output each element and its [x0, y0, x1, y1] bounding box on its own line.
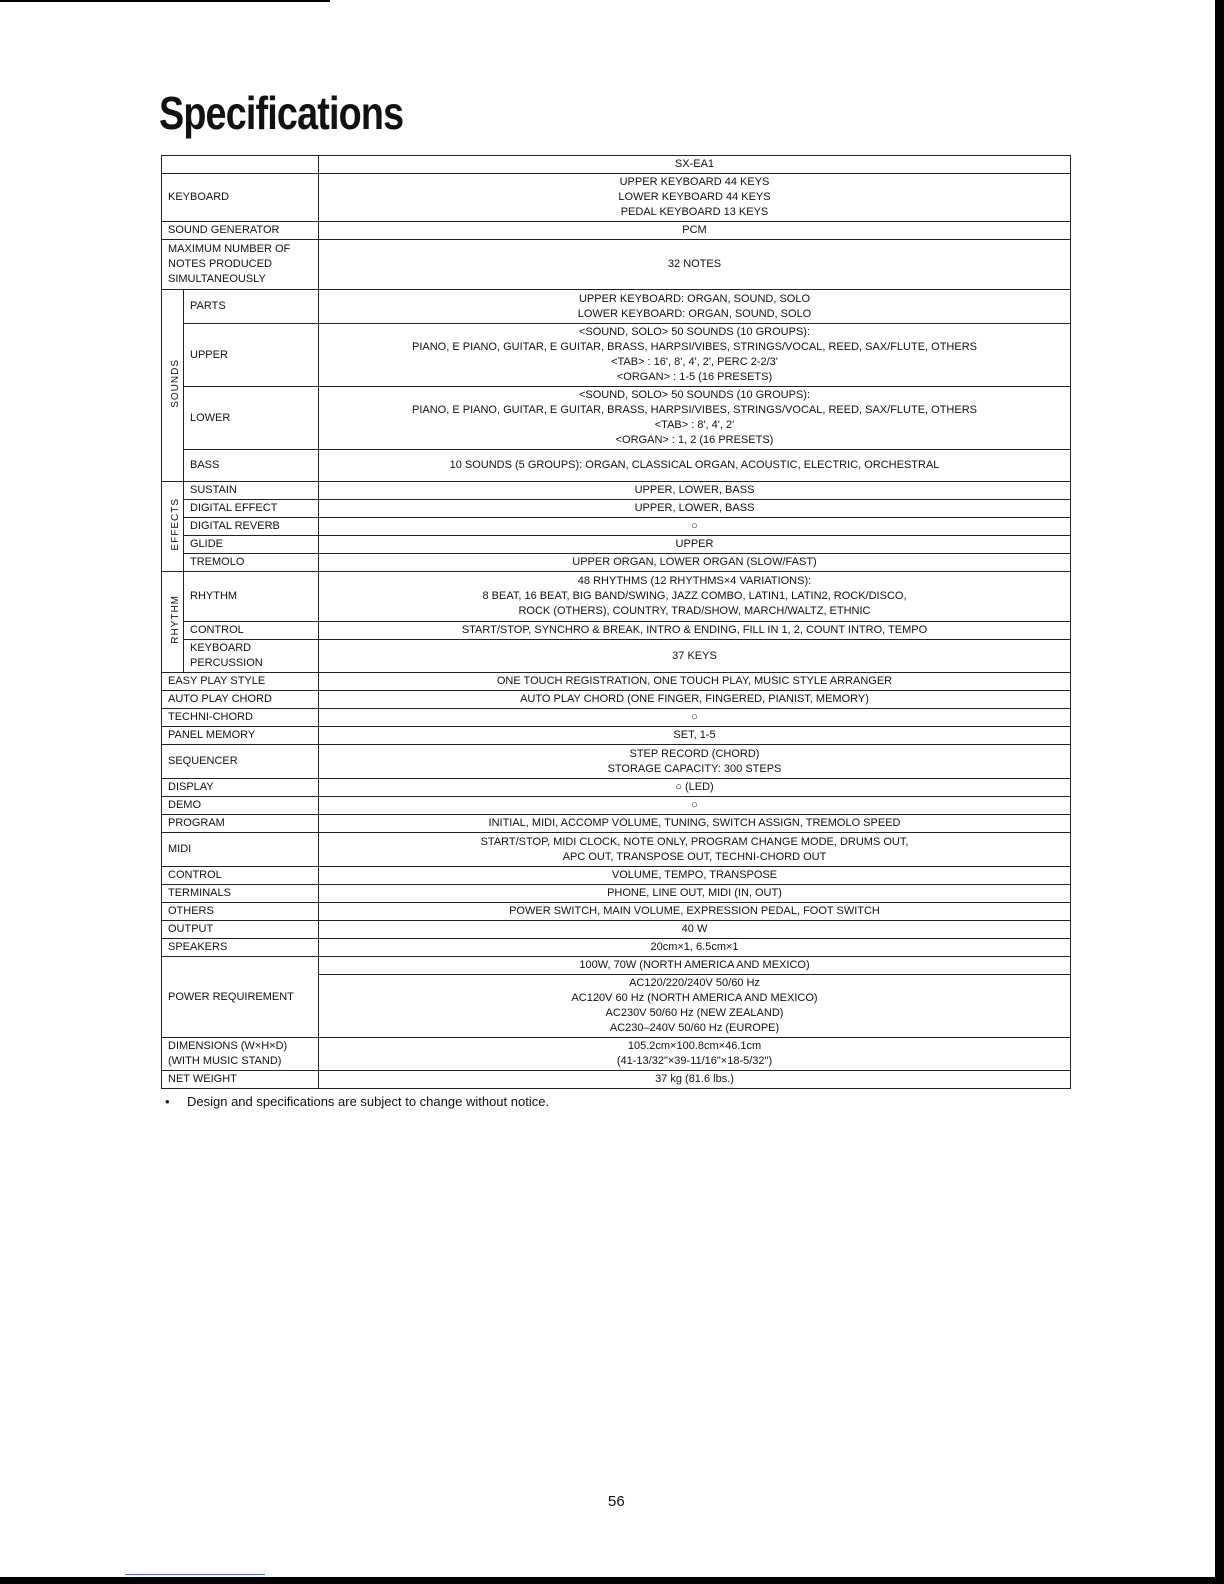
value-line: AC230–240V 50/60 Hz (EUROPE): [609, 1022, 780, 1034]
table-row: [162, 222, 1071, 240]
row-value: [319, 290, 1071, 324]
row-label: SPEAKERS: [162, 939, 319, 957]
page-title: Specifications: [159, 87, 404, 139]
table-row: [162, 939, 1071, 957]
row-label: KEYBOARD PERCUSSION: [184, 640, 319, 673]
row-value: ○: [319, 518, 1071, 536]
table-row: [162, 640, 1071, 673]
section-label-sounds: SOUNDS: [162, 290, 184, 482]
row-label: DIMENSIONS (W×H×D) (WITH MUSIC STAND): [162, 1038, 319, 1071]
table-row: [162, 921, 1071, 939]
row-label: GLIDE: [184, 536, 319, 554]
row-label: OUTPUT: [162, 921, 319, 939]
row-label: KEYBOARD: [162, 174, 319, 222]
value-line: <SOUND, SOLO> 50 SOUNDS (10 GROUPS):: [578, 326, 811, 338]
table-row: [162, 833, 1071, 867]
row-label: MIDI: [162, 833, 319, 867]
row-value: ○: [319, 797, 1071, 815]
table-row: [162, 174, 1071, 222]
table-row: [162, 500, 1071, 518]
row-value: 32 NOTES: [319, 240, 1071, 290]
table-row: [162, 572, 1071, 622]
row-label: CONTROL: [162, 867, 319, 885]
row-value: 100W, 70W (NORTH AMERICA AND MEXICO): [319, 957, 1071, 975]
footnote: [165, 1094, 549, 1109]
row-label: OTHERS: [162, 903, 319, 921]
row-value: 37 kg (81.6 lbs.): [319, 1071, 1071, 1089]
row-value: [319, 1038, 1071, 1071]
value-line: STEP RECORD (CHORD): [629, 747, 760, 760]
row-label: DISPLAY: [162, 779, 319, 797]
value-line: UPPER KEYBOARD: ORGAN, SOUND, SOLO: [578, 292, 811, 305]
row-value: START/STOP, SYNCHRO & BREAK, INTRO & ENDING, FILL IN 1, 2, COUNT INTRO, TEMPO: [319, 622, 1071, 640]
row-value: ○: [319, 709, 1071, 727]
row-value: [319, 387, 1071, 450]
table-row: [162, 482, 1071, 500]
row-value: 20cm×1, 6.5cm×1: [319, 939, 1071, 957]
row-label: DIGITAL REVERB: [184, 518, 319, 536]
row-value: [319, 324, 1071, 387]
row-label: SOUND GENERATOR: [162, 222, 319, 240]
table-row: [162, 290, 1071, 324]
table-row: [162, 324, 1071, 387]
row-value: UPPER, LOWER, BASS: [319, 482, 1071, 500]
row-value: UPPER, LOWER, BASS: [319, 500, 1071, 518]
row-value: [319, 975, 1071, 1038]
table-row: [162, 1038, 1071, 1071]
table-row: [162, 903, 1071, 921]
value-line: AC120V 60 Hz (NORTH AMERICA AND MEXICO): [571, 992, 818, 1004]
row-label: PROGRAM: [162, 815, 319, 833]
table-row: [162, 536, 1071, 554]
row-label: SUSTAIN: [184, 482, 319, 500]
value-line: 48 RHYTHMS (12 RHYTHMS×4 VARIATIONS):: [577, 575, 812, 587]
bottom-scan-mark: [125, 1574, 265, 1575]
row-value: [319, 572, 1071, 622]
table-row: [162, 867, 1071, 885]
value-line: <ORGAN> : 1-5 (16 PRESETS): [616, 371, 773, 383]
table-row: [162, 1071, 1071, 1089]
row-value: SET, 1-5: [319, 727, 1071, 745]
value-line: <TAB> : 8', 4', 2': [654, 419, 735, 431]
table-row: [162, 673, 1071, 691]
row-label: CONTROL: [184, 622, 319, 640]
row-label: NET WEIGHT: [162, 1071, 319, 1089]
row-label: UPPER: [184, 324, 319, 387]
row-value: VOLUME, TEMPO, TRANSPOSE: [319, 867, 1071, 885]
value-line: <TAB> : 16', 8', 4', 2', PERC 2-2/3': [611, 356, 778, 368]
row-value: [319, 833, 1071, 867]
specifications-table: [161, 155, 1071, 1089]
row-value: UPPER: [319, 536, 1071, 554]
value-line: PIANO, E PIANO, GUITAR, E GUITAR, BRASS, HARPSI/VIBES, STRINGS/VOCAL, REED, SAX/FLUTE, OTHERS: [412, 341, 977, 353]
table-row: [162, 387, 1071, 450]
row-value: PHONE, LINE OUT, MIDI (IN, OUT): [319, 885, 1071, 903]
value-line: PEDAL KEYBOARD 13 KEYS: [620, 206, 769, 218]
row-value: [319, 745, 1071, 779]
row-label: PARTS: [184, 290, 319, 324]
footnote-text: Design and specifications are subject to change without notice.: [187, 1094, 550, 1109]
row-value: ONE TOUCH REGISTRATION, ONE TOUCH PLAY, MUSIC STYLE ARRANGER: [319, 673, 1071, 691]
value-line: UPPER KEYBOARD 44 KEYS: [619, 176, 770, 188]
row-label: POWER REQUIREMENT: [162, 957, 319, 1038]
row-value: POWER SWITCH, MAIN VOLUME, EXPRESSION PEDAL, FOOT SWITCH: [319, 903, 1071, 921]
value-line: 105.2cm×100.8cm×46.1cm: [627, 1040, 762, 1052]
table-row: [162, 779, 1071, 797]
value-line: START/STOP, MIDI CLOCK, NOTE ONLY, PROGRAM CHANGE MODE, DRUMS OUT,: [480, 835, 909, 848]
row-label: TECHNI-CHORD: [162, 709, 319, 727]
value-line: (41-13/32"×39-11/16"×18-5/32"): [616, 1055, 773, 1067]
value-line: STORAGE CAPACITY: 300 STEPS: [607, 762, 782, 775]
table-row: [162, 957, 1071, 975]
model-name: SX-EA1: [319, 156, 1071, 174]
row-value: UPPER ORGAN, LOWER ORGAN (SLOW/FAST): [319, 554, 1071, 572]
table-row: [162, 554, 1071, 572]
table-header-row: [162, 156, 1071, 174]
row-value: [319, 174, 1071, 222]
table-row: [162, 518, 1071, 536]
row-value: PCM: [319, 222, 1071, 240]
table-row: [162, 691, 1071, 709]
value-line: PIANO, E PIANO, GUITAR, E GUITAR, BRASS, HARPSI/VIBES, STRINGS/VOCAL, REED, SAX/FLUTE, OTHERS: [412, 404, 977, 416]
row-label: DEMO: [162, 797, 319, 815]
table-row: [162, 450, 1071, 482]
bullet-icon: •: [165, 1094, 170, 1109]
table-row: [162, 745, 1071, 779]
row-label: RHYTHM: [184, 572, 319, 622]
value-line: 8 BEAT, 16 BEAT, BIG BAND/SWING, JAZZ COMBO, LATIN1, LATIN2, ROCK/DISCO,: [482, 590, 907, 602]
bottom-scan-border: [0, 1577, 1224, 1584]
table-row: [162, 797, 1071, 815]
row-label: AUTO PLAY CHORD: [162, 691, 319, 709]
value-line: APC OUT, TRANSPOSE OUT, TECHNI-CHORD OUT: [562, 850, 827, 863]
right-scan-border: [1215, 0, 1224, 1584]
page-number: 56: [608, 1493, 625, 1510]
value-line: LOWER KEYBOARD: ORGAN, SOUND, SOLO: [577, 307, 812, 320]
top-scan-mark: [0, 0, 330, 2]
row-value: INITIAL, MIDI, ACCOMP VOLUME, TUNING, SWITCH ASSIGN, TREMOLO SPEED: [319, 815, 1071, 833]
header-blank-cell: [162, 156, 319, 174]
row-label: DIGITAL EFFECT: [184, 500, 319, 518]
row-label: EASY PLAY STYLE: [162, 673, 319, 691]
table-row: [162, 885, 1071, 903]
row-label: LOWER: [184, 387, 319, 450]
value-line: LOWER KEYBOARD 44 KEYS: [618, 191, 771, 203]
row-value: 37 KEYS: [319, 640, 1071, 673]
row-label: BASS: [184, 450, 319, 482]
section-label-rhythm: RHYTHM: [162, 572, 184, 673]
table-row: [162, 815, 1071, 833]
row-value: AUTO PLAY CHORD (ONE FINGER, FINGERED, PIANIST, MEMORY): [319, 691, 1071, 709]
section-label-effects: EFFECTS: [162, 482, 184, 572]
row-value: 10 SOUNDS (5 GROUPS): ORGAN, CLASSICAL ORGAN, ACOUSTIC, ELECTRIC, ORCHESTRAL: [319, 450, 1071, 482]
row-label: PANEL MEMORY: [162, 727, 319, 745]
table-row: [162, 622, 1071, 640]
value-line: AC230V 50/60 Hz (NEW ZEALAND): [605, 1007, 784, 1019]
row-label: TERMINALS: [162, 885, 319, 903]
row-label: MAXIMUM NUMBER OF NOTES PRODUCED SIMULTANEOUSLY: [162, 240, 319, 290]
row-label: TREMOLO: [184, 554, 319, 572]
row-value: ○ (LED): [319, 779, 1071, 797]
value-line: <SOUND, SOLO> 50 SOUNDS (10 GROUPS):: [578, 389, 811, 401]
value-line: AC120/220/240V 50/60 Hz: [629, 977, 760, 989]
value-line: <ORGAN> : 1, 2 (16 PRESETS): [615, 434, 774, 446]
table-row: [162, 240, 1071, 290]
row-label: SEQUENCER: [162, 745, 319, 779]
value-line: ROCK (OTHERS), COUNTRY, TRAD/SHOW, MARCH/WALTZ, ETHNIC: [518, 605, 871, 617]
table-row: [162, 727, 1071, 745]
row-value: 40 W: [319, 921, 1071, 939]
table-row: [162, 709, 1071, 727]
